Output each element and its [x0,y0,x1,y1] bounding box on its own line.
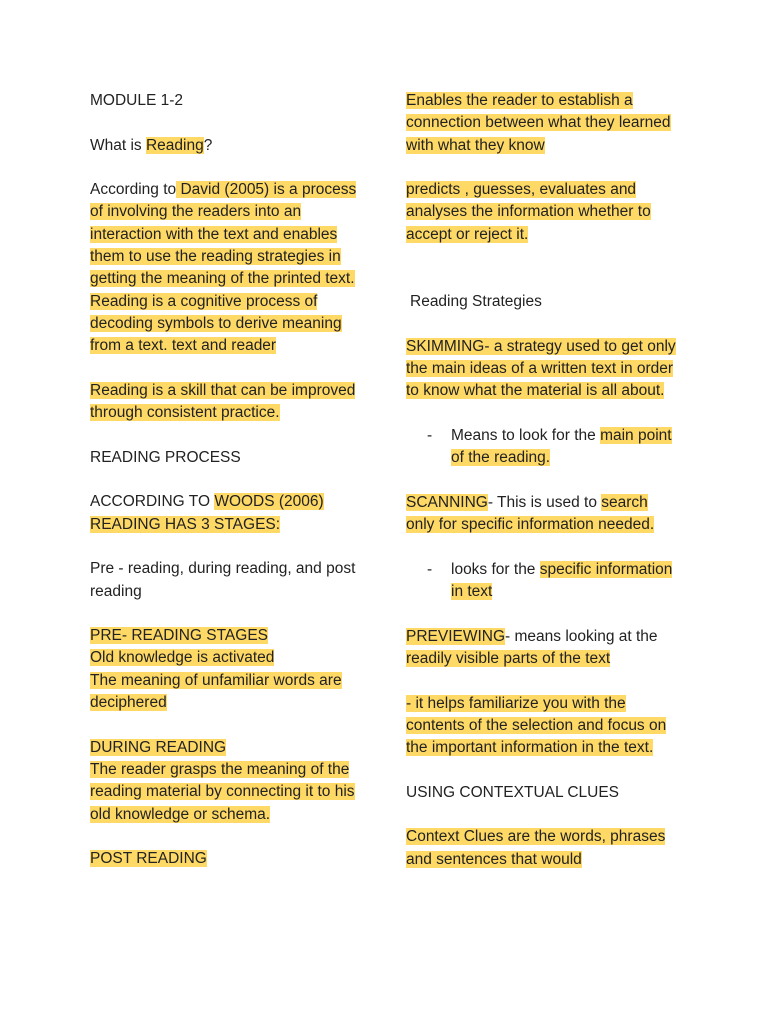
context-clues-paragraph: Context Clues are the words, phrases and sentences that would [406,828,666,868]
pre-reading-title: PRE- READING STAGES [90,627,268,645]
skimming-definition: - a strategy used to get only the main ideas of a written text in order to know what the material is all about. [406,337,676,400]
reading-strategies-heading: Reading Strategies [410,293,542,311]
question-heading: What is Reading? [90,136,213,154]
during-reading-text: The reader grasps the meaning of the reading material by connecting it to his old knowledge or schema. [90,760,355,823]
pre-reading-line-2: The meaning of unfamiliar words are deciphered [90,671,342,712]
woods-paragraph: ACCORDING TO WOODS (2006) READING HAS 3 STAGES: [90,493,324,533]
skill-paragraph: Reading is a skill that can be improved through consistent practice. [90,381,356,422]
reading-process-heading: READING PROCESS [90,448,241,466]
spacer [406,268,678,269]
highlight-woods: WOODS (2006) READING HAS 3 STAGES: [90,493,324,533]
highlight-cognitive-process: is a cognitive process of decoding symbols to derive meaning from a text. text and reader [90,292,342,355]
skimming-paragraph [406,336,678,403]
definition-paragraph: According to David (2005) is a process of involving the readers into an interaction with the text and enables them to use the reading strategies in getting the meaning of the printed text. Reading is a cognitive process of decoding symbols to derive meaning from a text. text and reader [90,181,357,355]
scanning-paragraph: SCANNING- This is used to search only for specific information needed. [406,493,655,534]
right-column [406,90,678,893]
connection-paragraph: Enables the reader to establish a connection between what they learned with what they know [406,92,671,154]
predicts-paragraph: predicts , guesses, evaluates and analyses the information whether to accept or reject it. [406,181,651,243]
pre-reading-line-1: Old knowledge is activated [90,649,275,667]
left-column [90,90,362,893]
stages-paragraph: Pre - reading, during reading, and post reading [90,560,356,600]
bullet-dash: - [427,560,433,578]
post-reading-title: POST READING [90,850,207,868]
helps-paragraph: - it helps familiarize you with the contents of the selection and focus on the important information in the text. [406,694,667,757]
previewing-paragraph: PREVIEWING- means looking at the readily visible parts of the text [406,627,658,667]
post-reading-section [90,848,362,870]
module-title: MODULE 1-2 [90,92,184,109]
highlight-reading: Reading [145,136,204,154]
during-reading-section [90,737,362,826]
bullet-dash: - [427,426,433,444]
contextual-clues-heading: USING CONTEXTUAL CLUES [406,783,620,801]
skimming-term: SKIMMING [406,337,485,355]
during-reading-title: DURING READING [90,738,227,756]
scanning-term: SCANNING [406,493,488,511]
highlight-reading-2: Reading [90,292,148,310]
skimming-bullet: - Means to look for the main point of the reading. [406,425,678,470]
scanning-bullet: - looks for the specific information in text [406,559,678,604]
previewing-term: PREVIEWING [406,627,506,645]
highlight-david-definition: David (2005) is a process of involving the readers into an interaction with the text and enables them to use the reading strategies in getting the meaning of the printed text. [90,181,357,288]
pre-reading-section [90,625,362,714]
